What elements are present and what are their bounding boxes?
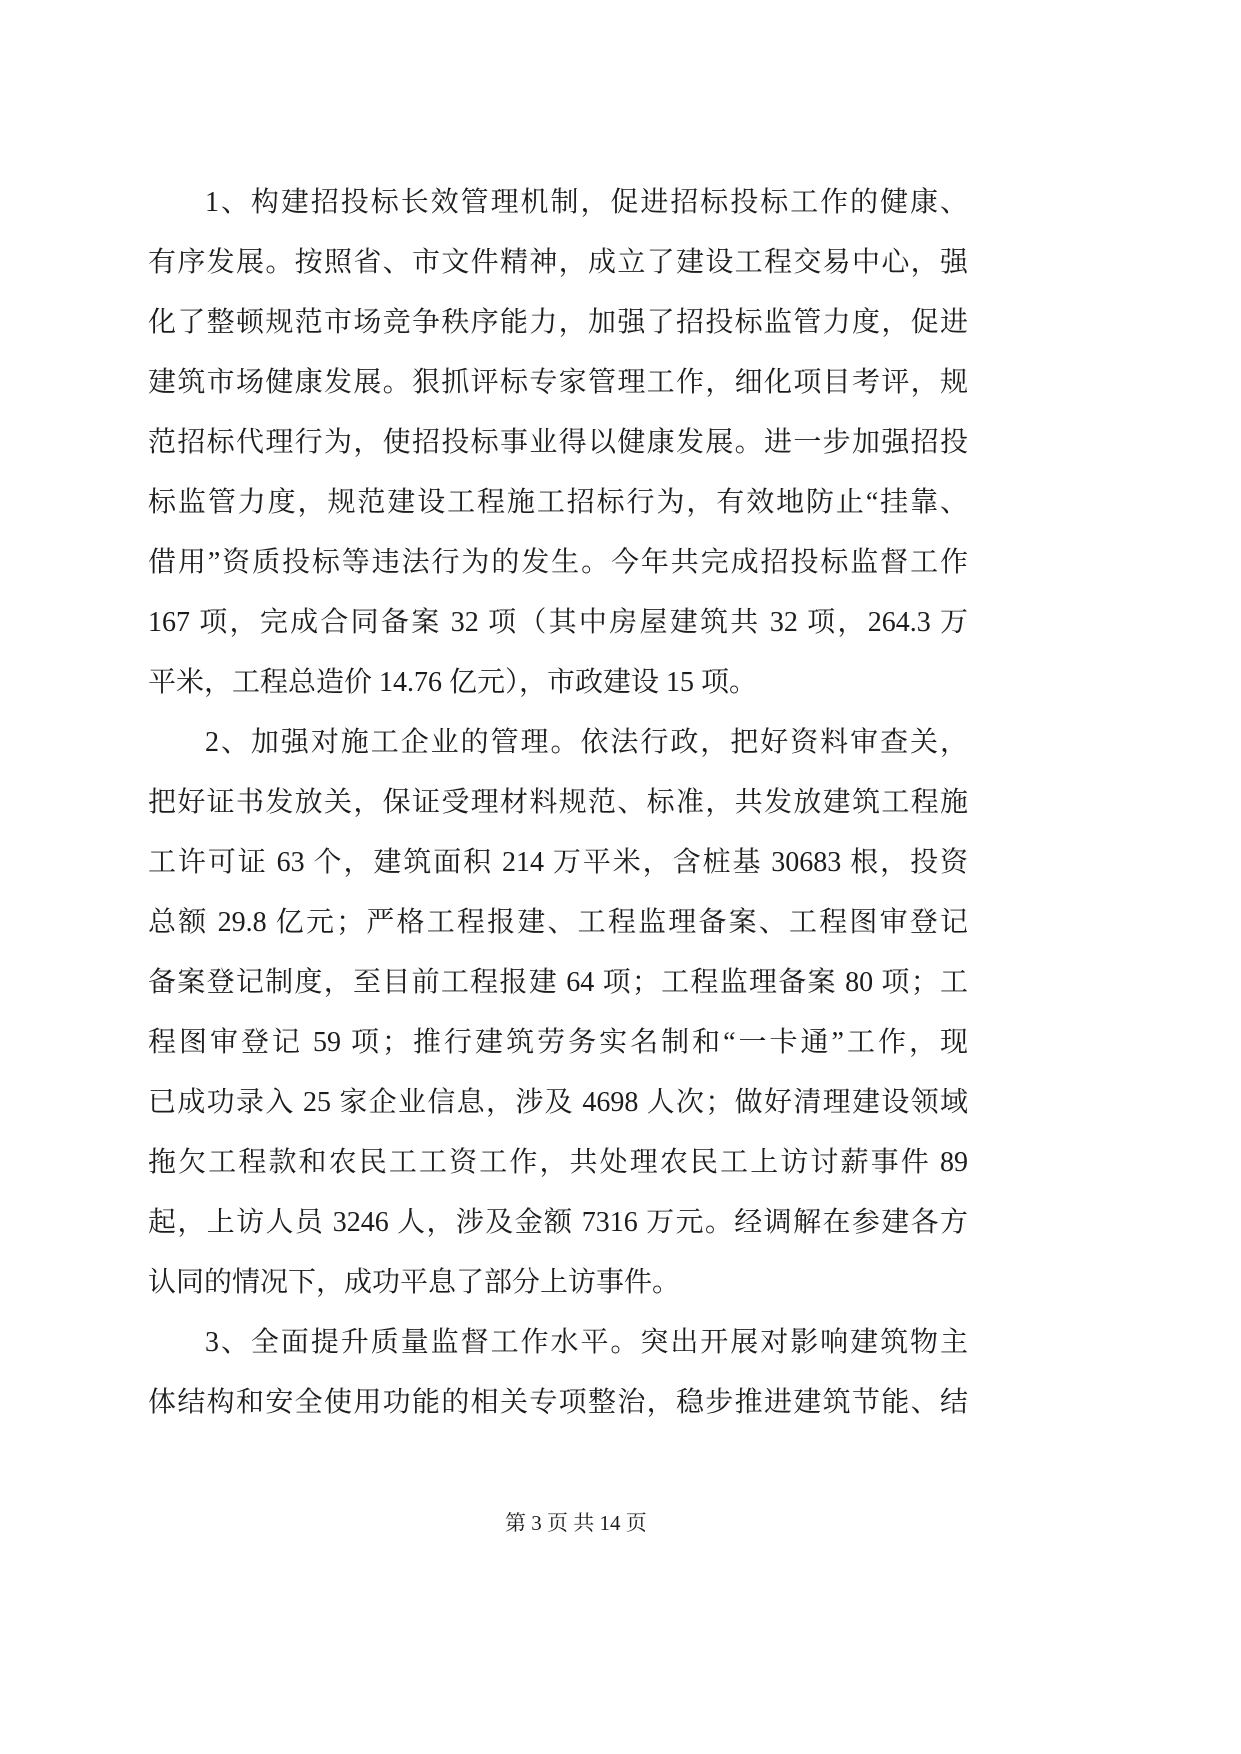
paragraph-3: [148, 1313, 968, 1433]
text-line: 标监管力度，规范建设工程施工招标行为，有效地防止“挂靠、: [148, 487, 968, 518]
text-line: 化了整顿规范市场竞争秩序能力，加强了招投标监管力度，促进: [148, 307, 968, 338]
text-line: 体结构和安全使用功能的相关专项整治，稳步推进建筑节能、结: [148, 1387, 968, 1418]
text-line: 范招标代理行为，使招投标事业得以健康发展。进一步加强招投: [148, 427, 968, 458]
text-line: 认同的情况下，成功平息了部分上访事件。: [148, 1267, 681, 1298]
text-line: 借用”资质投标等违法行为的发生。今年共完成招投标监督工作: [148, 547, 968, 578]
text-line: 有序发展。按照省、市文件精神，成立了建设工程交易中心，强: [148, 247, 968, 278]
text-line: 总额 29.8 亿元；严格工程报建、工程监理备案、工程图审登记: [148, 907, 968, 938]
document-body: [148, 173, 968, 1433]
text-line: 平米，工程总造价 14.76 亿元），市政建设 15 项。: [148, 667, 758, 698]
text-line: 已成功录入 25 家企业信息，涉及 4698 人次；做好清理建设领域: [148, 1087, 968, 1118]
text-line: 拖欠工程款和农民工工资工作，共处理农民工上访讨薪事件 89: [148, 1147, 968, 1178]
text-line: 3、全面提升质量监督工作水平。突出开展对影响建筑物主: [205, 1327, 968, 1358]
text-line: 1、构建招投标长效管理机制，促进招标投标工作的健康、: [205, 187, 968, 218]
text-line: 程图审登记 59 项；推行建筑劳务实名制和“一卡通”工作，现: [148, 1027, 968, 1058]
text-line: 把好证书发放关，保证受理材料规范、标准，共发放建筑工程施: [148, 787, 968, 818]
text-line: 2、加强对施工企业的管理。依法行政，把好资料审查关，: [205, 727, 968, 758]
paragraph-1: [148, 173, 968, 713]
paragraph-2: [148, 713, 968, 1313]
text-line: 建筑市场健康发展。狠抓评标专家管理工作，细化项目考评，规: [148, 367, 968, 398]
page-number-footer: 第 3 页 共 14 页: [505, 1511, 647, 1535]
text-line: 167 项，完成合同备案 32 项（其中房屋建筑共 32 项，264.3 万: [148, 607, 968, 638]
text-line: 备案登记制度，至目前工程报建 64 项；工程监理备案 80 项；工: [148, 967, 968, 998]
text-line: 起，上访人员 3246 人，涉及金额 7316 万元。经调解在参建各方: [148, 1207, 968, 1238]
text-line: 工许可证 63 个，建筑面积 214 万平米，含桩基 30683 根，投资: [148, 847, 968, 878]
